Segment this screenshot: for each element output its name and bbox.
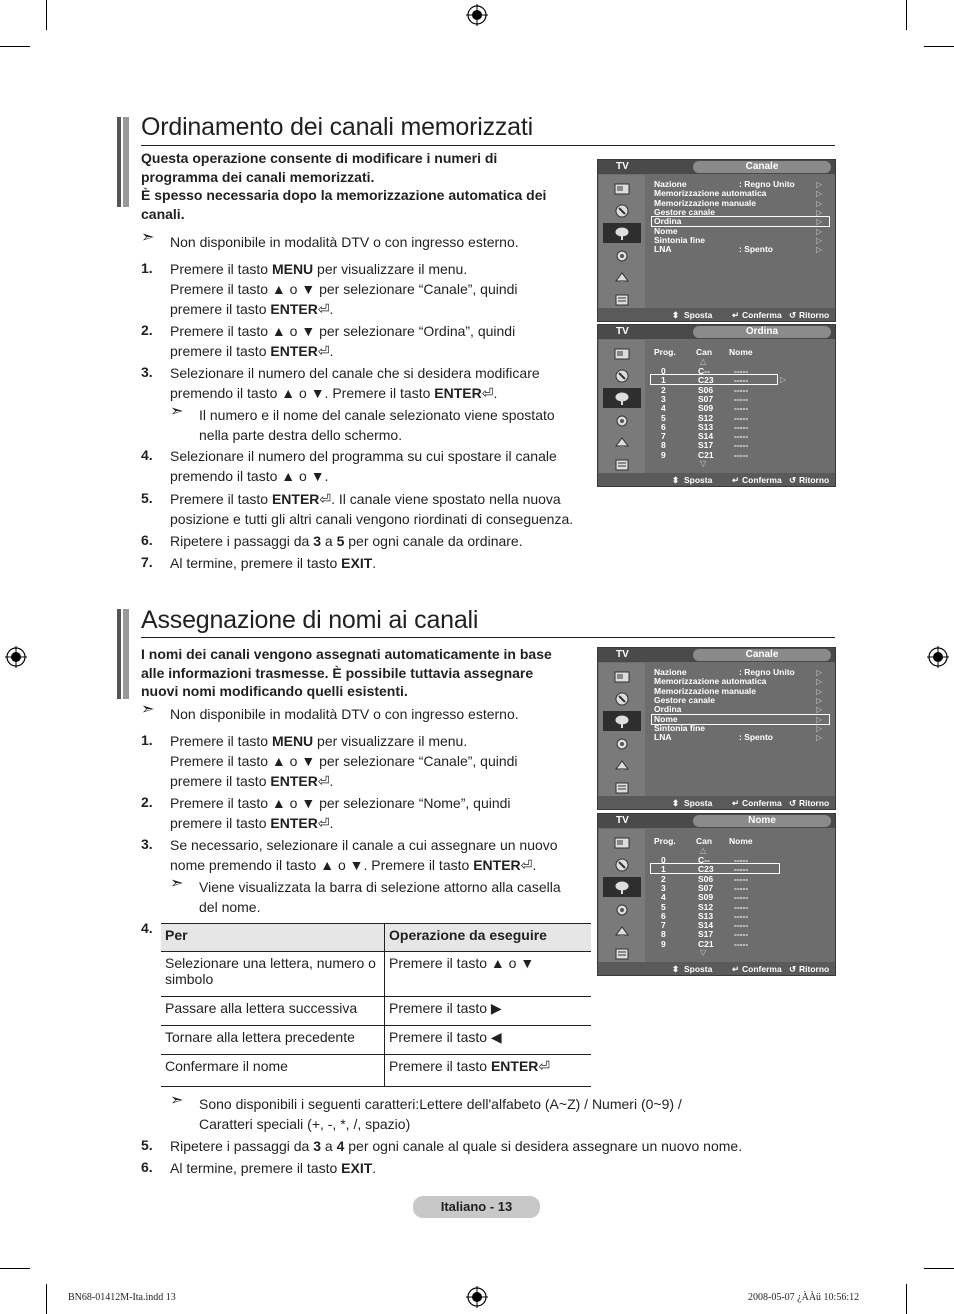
- osd-tv-label: TV: [616, 649, 629, 660]
- move-icon: ⬍: [672, 475, 680, 485]
- chevron-right-icon: ▷: [816, 226, 823, 236]
- osd-title: Canale: [693, 649, 831, 661]
- step-number: 3.: [141, 364, 153, 380]
- sub-note: [199, 877, 619, 917]
- osd-footer-return: Ritorno: [799, 475, 830, 485]
- registration-mark-icon: [927, 646, 949, 668]
- osd-list-name: -----: [734, 431, 749, 442]
- osd-list-name: -----: [734, 403, 749, 414]
- chevron-right-icon: ▷: [816, 235, 823, 245]
- arrow-down-icon: ▽: [700, 459, 707, 468]
- chevron-right-icon: ▷: [816, 695, 823, 705]
- table-cell: Selezionare una lettera, numero o simbolo: [161, 952, 385, 997]
- osd-list-prog: 4: [661, 403, 666, 414]
- input-icon: [603, 922, 641, 942]
- osd-menu-item: Ordina: [654, 704, 682, 715]
- enter-icon: ↵: [732, 310, 740, 320]
- osd-sidebar: [599, 175, 645, 308]
- step-line: premere il tasto ENTER⏎.: [170, 343, 334, 359]
- crop-mark: [46, 0, 47, 30]
- osd-list-header: Nome: [729, 347, 753, 357]
- osd-footer-enter: Conferma: [742, 798, 782, 808]
- step-number: 1.: [141, 732, 153, 748]
- table-cell: Confermare il nome: [161, 1055, 385, 1087]
- move-icon: ⬍: [672, 964, 680, 974]
- osd-list-name: -----: [734, 901, 749, 912]
- osd-list-prog: 3: [661, 393, 666, 404]
- osd-list-prog: 2: [661, 384, 666, 395]
- osd-header: [598, 814, 835, 828]
- osd-panel: [597, 813, 836, 976]
- step-line: premere il tasto ENTER⏎.: [170, 815, 334, 831]
- table-cell: Premere il tasto ENTER⏎: [385, 1055, 592, 1087]
- osd-list-prog: 8: [661, 440, 666, 451]
- osd-list-name: -----: [734, 384, 749, 395]
- input-icon: [603, 433, 641, 453]
- step-text: [170, 1136, 810, 1156]
- section-bar: [117, 609, 129, 699]
- sub-note-line: Il numero e il nome del canale selezionato viene spostato: [199, 407, 555, 423]
- osd-list-name: -----: [734, 440, 749, 451]
- osd-list-can: S06: [698, 873, 714, 884]
- input-icon: [603, 756, 641, 776]
- setup-icon: [603, 734, 641, 754]
- osd-selection-highlight: [651, 714, 830, 725]
- chevron-right-icon: ▷: [816, 180, 823, 189]
- chars-note: [199, 1094, 799, 1134]
- arrow-down-icon: ▽: [700, 948, 707, 957]
- osd-list-prog: 5: [661, 901, 666, 912]
- step-line: premendo il tasto ▲ o ▼.: [170, 468, 329, 484]
- step-number: 6.: [141, 1159, 153, 1175]
- osd-list-prog: 9: [661, 938, 666, 949]
- osd-list-name: -----: [734, 412, 749, 423]
- chevron-right-icon: ▷: [816, 217, 823, 227]
- chevron-right-icon: ▷: [816, 714, 823, 724]
- picture-icon: [603, 833, 641, 853]
- intro-line: programma dei canali memorizzati.: [141, 168, 375, 185]
- table-cell: Premere il tasto ◀: [385, 1026, 592, 1055]
- osd-list-can: S17: [698, 440, 714, 451]
- osd-menu-item: LNA: [654, 732, 672, 743]
- intro-line: Questa operazione consente di modificare i numeri di: [141, 150, 498, 166]
- osd-list-can: S09: [698, 403, 714, 414]
- section-title: Ordinamento dei canali memorizzati: [141, 113, 533, 141]
- chevron-right-icon: ▷: [816, 189, 823, 199]
- osd-list-prog: 6: [661, 421, 666, 432]
- osd-footer-return: Ritorno: [799, 964, 830, 974]
- osd-title: Ordina: [693, 326, 831, 338]
- step-line: premere il tasto ENTER⏎.: [170, 773, 334, 789]
- chevron-right-icon: ▷: [780, 375, 787, 385]
- osd-list-can: S17: [698, 929, 714, 940]
- step-line: Premere il tasto MENU per visualizzare il menu.: [170, 261, 468, 277]
- osd-menu-value: : Spento: [739, 732, 773, 743]
- crop-mark: [924, 1268, 954, 1269]
- sub-note-line: del nome.: [199, 899, 261, 915]
- channel-icon: [603, 711, 641, 731]
- chevron-right-icon: ▷: [816, 668, 823, 677]
- table-cell: Premere il tasto ▶: [385, 997, 592, 1026]
- table-cell: Premere il tasto ▲ o ▼: [385, 952, 592, 997]
- osd-sidebar: [599, 340, 645, 473]
- osd-footer-enter: Conferma: [742, 310, 782, 320]
- application-icon: [603, 455, 641, 475]
- step-line: Premere il tasto ENTER⏎. Il canale viene spostato nella nuova: [170, 491, 561, 507]
- osd-list-prog: 0: [661, 855, 666, 865]
- step-line: Ripetere i passaggi da 3 a 4 per ogni canale al quale si desidera assegnare un nuovo nome.: [170, 1138, 743, 1154]
- osd-list-prog: 0: [661, 366, 666, 376]
- osd-list-can: S14: [698, 431, 714, 442]
- section-rule: [141, 145, 835, 146]
- osd-list-can: S14: [698, 920, 714, 931]
- page-label: Italiano - 13: [413, 1196, 540, 1218]
- osd-footer-enter: Conferma: [742, 964, 782, 974]
- enter-icon: ↵: [732, 798, 740, 808]
- intro-line: canali.: [141, 205, 185, 222]
- move-icon: ⬍: [672, 798, 680, 808]
- sound-icon: [603, 201, 641, 221]
- osd-list-can: S06: [698, 384, 714, 395]
- setup-icon: [603, 411, 641, 431]
- section-intro: [141, 149, 591, 223]
- intro-line: I nomi dei canali vengono assegnati automaticamente in base: [141, 646, 552, 662]
- osd-menu-item: Sintonia fine: [654, 234, 705, 245]
- osd-footer: [598, 962, 835, 975]
- osd-menu-item: Gestore canale: [654, 694, 715, 705]
- chevron-right-icon: ▷: [816, 733, 823, 743]
- step-line: Al termine, premere il tasto EXIT.: [170, 555, 377, 571]
- step-number: 2.: [141, 794, 153, 810]
- step-text: [170, 489, 810, 529]
- osd-menu-item: Memorizzazione manuale: [654, 685, 757, 696]
- osd-list-name: -----: [734, 938, 749, 949]
- osd-list-name: -----: [734, 920, 749, 931]
- osd-list-prog: 8: [661, 929, 666, 940]
- step-line: Selezionare il numero del programma su cui spostare il canale: [170, 448, 557, 464]
- chars-note-line: Sono disponibili i seguenti caratteri:Lettere dell'alfabeto (A~Z) / Numeri (0~9) /: [199, 1096, 682, 1112]
- note-arrow-icon: ➣: [141, 229, 155, 246]
- step-text: [170, 1158, 810, 1178]
- osd-list-prog: 9: [661, 449, 666, 460]
- chevron-right-icon: ▷: [816, 723, 823, 733]
- step-number: 5.: [141, 490, 153, 506]
- picture-icon: [603, 179, 641, 199]
- chevron-right-icon: ▷: [816, 198, 823, 208]
- step-line: Selezionare il numero del canale che si desidera modificare: [170, 365, 540, 381]
- osd-list-can: C--: [698, 366, 710, 376]
- osd-list-header: Can: [696, 347, 713, 357]
- osd-footer: [598, 308, 835, 321]
- chevron-right-icon: ▷: [816, 207, 823, 217]
- osd-list-prog: 4: [661, 892, 666, 903]
- section-rule: [141, 637, 835, 638]
- step-number: 7.: [141, 554, 153, 570]
- osd-menu-item: Nazione: [654, 667, 687, 677]
- osd-list-header: Prog.: [654, 347, 676, 357]
- osd-list-can: S07: [698, 882, 714, 893]
- step-line: nome premendo il tasto ▲ o ▼. Premere il tasto ENTER⏎.: [170, 857, 537, 873]
- osd-footer: [598, 473, 835, 486]
- osd-sidebar: [599, 829, 645, 962]
- osd-tv-label: TV: [616, 326, 629, 337]
- note-arrow-icon: ➣: [141, 701, 155, 718]
- osd-selection-highlight: [650, 863, 780, 874]
- application-icon: [603, 290, 641, 310]
- enter-icon: ↵: [732, 964, 740, 974]
- step-number: 4.: [141, 920, 153, 936]
- osd-list-prog: 6: [661, 910, 666, 921]
- registration-mark-icon: [466, 1286, 488, 1308]
- osd-list-name: -----: [734, 882, 749, 893]
- osd-list-can: C23: [698, 375, 714, 386]
- osd-list-can: S13: [698, 421, 714, 432]
- osd-title: Canale: [693, 161, 831, 173]
- osd-panel: [597, 647, 836, 810]
- osd-list-prog: 5: [661, 412, 666, 423]
- picture-icon: [603, 667, 641, 687]
- osd-list-can: C21: [698, 449, 714, 460]
- osd-list-name: -----: [734, 855, 749, 865]
- sound-icon: [603, 366, 641, 386]
- print-file-label: BN68-01412M-Ita.indd 13: [68, 1292, 176, 1303]
- operations-table: [161, 923, 591, 1087]
- osd-list-can: C--: [698, 855, 710, 865]
- osd-list-name: -----: [734, 375, 749, 386]
- osd-menu-item: Memorizzazione manuale: [654, 197, 757, 208]
- sub-note-line: nella parte destra dello schermo.: [199, 427, 403, 443]
- osd-menu-item: Memorizzazione automatica: [654, 188, 767, 199]
- osd-menu-item: Nazione: [654, 179, 687, 189]
- osd-list-name: -----: [734, 366, 749, 376]
- channel-icon: [603, 388, 641, 408]
- osd-list-name: -----: [734, 449, 749, 460]
- osd-menu-value: : Regno Unito: [739, 179, 795, 189]
- osd-list-prog: 7: [661, 920, 666, 931]
- osd-footer-return: Ritorno: [799, 798, 830, 808]
- note-arrow-icon: ➣: [170, 403, 184, 420]
- table-cell: Tornare alla lettera precedente: [161, 1026, 385, 1055]
- note-arrow-icon: ➣: [170, 875, 184, 892]
- section-title: Assegnazione di nomi ai canali: [141, 606, 479, 634]
- registration-mark-icon: [5, 646, 27, 668]
- step-number: 1.: [141, 260, 153, 276]
- osd-header: [598, 160, 835, 174]
- osd-list-can: C23: [698, 864, 714, 875]
- osd-list-name: -----: [734, 393, 749, 404]
- osd-list-can: C21: [698, 938, 714, 949]
- osd-menu-item: LNA: [654, 244, 672, 255]
- intro-line: È spesso necessaria dopo la memorizzazione automatica dei: [141, 187, 547, 203]
- step-line: Ripetere i passaggi da 3 a 5 per ogni canale da ordinare.: [170, 533, 523, 549]
- osd-list-can: S09: [698, 892, 714, 903]
- chevron-right-icon: ▷: [816, 705, 823, 715]
- intro-line: nuovi nomi modificando quelli esistenti.: [141, 683, 408, 699]
- osd-list-can: S12: [698, 412, 714, 423]
- osd-menu-value: : Regno Unito: [739, 667, 795, 677]
- osd-sidebar: [599, 663, 645, 796]
- osd-list-can: S12: [698, 901, 714, 912]
- osd-list-name: -----: [734, 864, 749, 875]
- input-icon: [603, 268, 641, 288]
- crop-mark: [906, 0, 907, 30]
- osd-footer: [598, 796, 835, 809]
- osd-menu-value: : Spento: [739, 244, 773, 255]
- osd-menu-item: Memorizzazione automatica: [654, 676, 767, 687]
- osd-list-prog: 1: [661, 864, 666, 875]
- osd-menu-item: Sintonia fine: [654, 722, 705, 733]
- table-header: Per: [161, 924, 385, 952]
- chevron-right-icon: ▷: [816, 245, 823, 255]
- step-line: premere il tasto ENTER⏎.: [170, 301, 334, 317]
- step-number: 5.: [141, 1137, 153, 1153]
- return-icon: ↺: [789, 798, 797, 808]
- osd-list-header: Prog.: [654, 836, 676, 846]
- application-icon: [603, 944, 641, 964]
- osd-tv-label: TV: [616, 161, 629, 172]
- return-icon: ↺: [789, 310, 797, 320]
- osd-panel: [597, 159, 836, 322]
- crop-mark: [924, 46, 954, 47]
- osd-title: Nome: [693, 815, 831, 827]
- print-date-label: 2008-05-07 ¿ÀÀü 10:56:12: [748, 1292, 860, 1303]
- sound-icon: [603, 855, 641, 875]
- step-line: Premere il tasto MENU per visualizzare il menu.: [170, 733, 468, 749]
- osd-footer-move: Sposta: [684, 310, 713, 320]
- osd-footer-return: Ritorno: [799, 310, 830, 320]
- osd-header: [598, 325, 835, 339]
- registration-mark-icon: [466, 4, 488, 26]
- crop-mark: [906, 1284, 907, 1314]
- chars-note-line: Caratteri speciali (+, -, *, /, spazio): [199, 1116, 411, 1132]
- chevron-right-icon: ▷: [816, 677, 823, 687]
- osd-menu-item: Ordina: [654, 216, 682, 227]
- osd-header: [598, 648, 835, 662]
- step-line: Premere il tasto ▲ o ▼ per selezionare “Ordina”, quindi: [170, 323, 516, 339]
- osd-footer-move: Sposta: [684, 798, 713, 808]
- osd-list-can: S13: [698, 910, 714, 921]
- step-number: 3.: [141, 836, 153, 852]
- step-line: Premere il tasto ▲ o ▼ per selezionare “Canale”, quindi: [170, 281, 518, 297]
- intro-line: alle informazioni trasmesse. È possibile tuttavia assegnare: [141, 664, 534, 681]
- osd-footer-move: Sposta: [684, 475, 713, 485]
- step-text: [170, 531, 810, 551]
- osd-footer-move: Sposta: [684, 964, 713, 974]
- osd-list-prog: 1: [661, 375, 666, 386]
- setup-icon: [603, 246, 641, 266]
- step-line: Se necessario, selezionare il canale a cui assegnare un nuovo: [170, 837, 558, 853]
- step-text: [170, 553, 810, 573]
- osd-list-name: -----: [734, 421, 749, 432]
- section-intro: [141, 645, 591, 701]
- return-icon: ↺: [789, 964, 797, 974]
- step-number: 2.: [141, 322, 153, 338]
- osd-tv-label: TV: [616, 815, 629, 826]
- step-number: 4.: [141, 447, 153, 463]
- table-header: Operazione da eseguire: [385, 924, 592, 952]
- table-cell: Passare alla lettera successiva: [161, 997, 385, 1026]
- osd-list-prog: 3: [661, 882, 666, 893]
- note-arrow-icon: ➣: [170, 1092, 184, 1109]
- osd-panel: [597, 324, 836, 487]
- osd-list-name: -----: [734, 873, 749, 884]
- chevron-right-icon: ▷: [816, 686, 823, 696]
- osd-menu-item: Nome: [654, 225, 678, 236]
- crop-mark: [0, 1268, 30, 1269]
- osd-list-name: -----: [734, 892, 749, 903]
- note-text: Non disponibile in modalità DTV o con ingresso esterno.: [170, 234, 519, 250]
- step-line: posizione e tutti gli altri canali vengono riordinati di conseguenza.: [170, 511, 574, 527]
- application-icon: [603, 778, 641, 798]
- osd-selection-highlight: [651, 216, 830, 227]
- osd-footer-enter: Conferma: [742, 475, 782, 485]
- step-line: premendo il tasto ▲ o ▼. Premere il tasto ENTER⏎.: [170, 385, 498, 401]
- move-icon: ⬍: [672, 310, 680, 320]
- enter-icon: ↵: [732, 475, 740, 485]
- setup-icon: [603, 900, 641, 920]
- osd-menu-item: Gestore canale: [654, 206, 715, 217]
- sub-note: [199, 405, 619, 445]
- step-line: Premere il tasto ▲ o ▼ per selezionare “Nome”, quindi: [170, 795, 511, 811]
- channel-icon: [603, 223, 641, 243]
- step-number: 6.: [141, 532, 153, 548]
- arrow-up-icon: △: [700, 846, 707, 855]
- return-icon: ↺: [789, 475, 797, 485]
- osd-list-prog: 7: [661, 431, 666, 442]
- sound-icon: [603, 689, 641, 709]
- note-text: Non disponibile in modalità DTV o con ingresso esterno.: [170, 706, 519, 722]
- sub-note-line: Viene visualizzata la barra di selezione attorno alla casella: [199, 879, 561, 895]
- crop-mark: [0, 46, 30, 47]
- osd-list-can: S07: [698, 393, 714, 404]
- osd-menu-item: Nome: [654, 713, 678, 724]
- osd-selection-highlight: [650, 374, 778, 385]
- osd-list-name: -----: [734, 929, 749, 940]
- step-line: Al termine, premere il tasto EXIT.: [170, 1160, 377, 1176]
- section-bar: [117, 117, 129, 207]
- osd-list-prog: 2: [661, 873, 666, 884]
- channel-icon: [603, 877, 641, 897]
- crop-mark: [46, 1284, 47, 1314]
- osd-list-header: Can: [696, 836, 713, 846]
- arrow-up-icon: △: [700, 357, 707, 366]
- step-line: Premere il tasto ▲ o ▼ per selezionare “Canale”, quindi: [170, 753, 518, 769]
- picture-icon: [603, 344, 641, 364]
- osd-list-name: -----: [734, 910, 749, 921]
- osd-list-header: Nome: [729, 836, 753, 846]
